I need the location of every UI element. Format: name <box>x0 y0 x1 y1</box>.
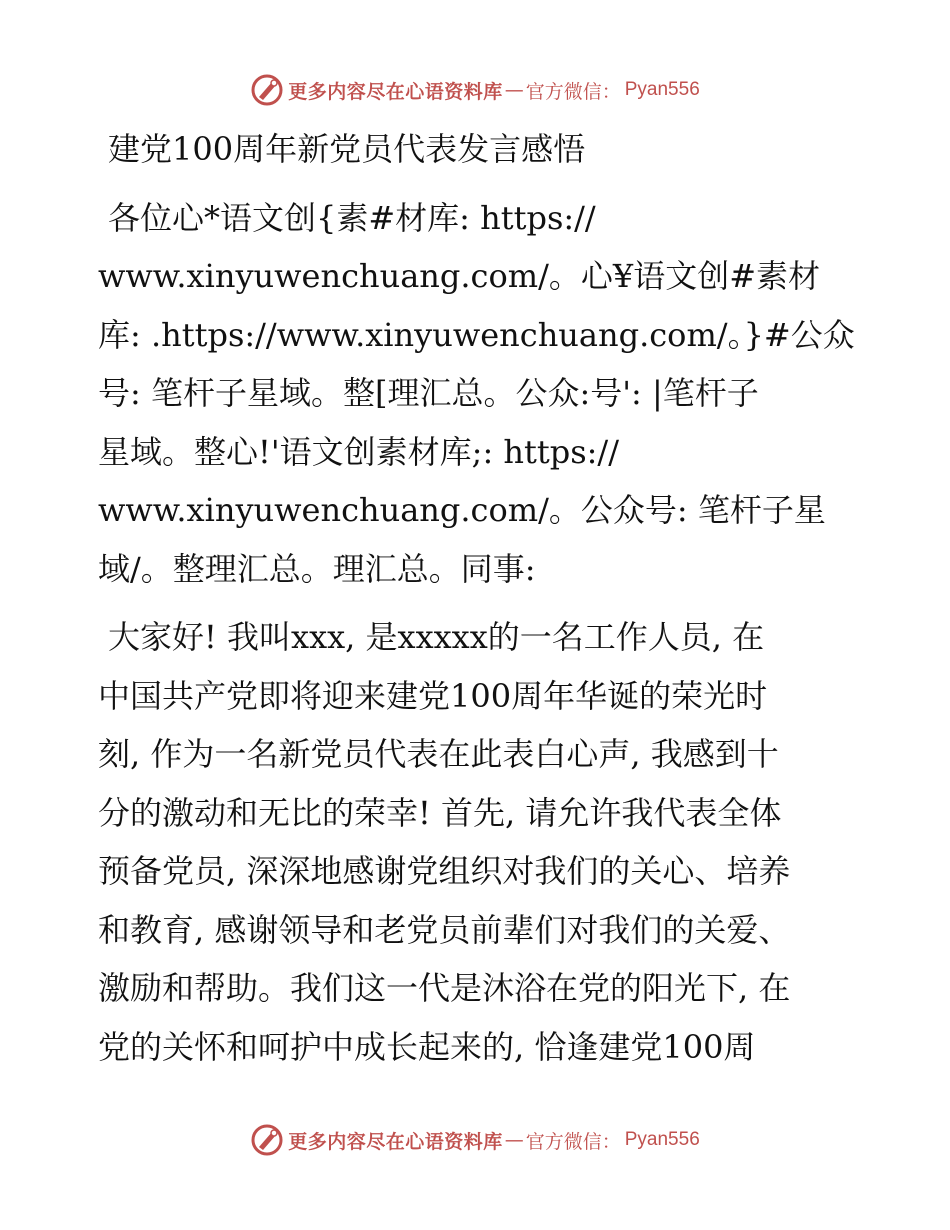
text-line: www.xinyuwenchuang.com/。心¥语文创#素材 <box>98 257 821 295</box>
text-line: 域/。整理汇总。理汇总。同事: <box>98 549 536 588</box>
banner-text: 更多内容尽在心语资料库 <box>288 80 503 103</box>
logo-icon <box>250 1123 284 1157</box>
footer-watermark <box>0 1120 950 1160</box>
text-line: www.xinyuwenchuang.com/。公众号: 笔杆子星 <box>98 491 826 529</box>
document-title: 建党100周年新党员代表发言感悟 <box>108 130 586 168</box>
document-body <box>98 120 858 1076</box>
text-line: 库: .https://www.xinyuwenchuang.com/。}#公众 <box>98 315 855 354</box>
header-watermark <box>0 70 950 110</box>
text-line: 刻, 作为一名新党员代表在此表白心声, 我感到十 <box>98 735 779 773</box>
wechat-id: Pyan556 <box>624 79 700 100</box>
logo-icon <box>250 73 284 107</box>
text-line: 预备党员, 深深地感谢党组织对我们的关心、培养 <box>98 852 791 890</box>
text-line: 党的关怀和呵护中成长起来的, 恰逢建党100周 <box>98 1027 756 1066</box>
wechat-id: Pyan556 <box>624 1129 700 1150</box>
banner-text: 更多内容尽在心语资料库 <box>288 1130 503 1153</box>
text-line: 中国共产党即将迎来建党100周年华诞的荣光时 <box>98 676 768 715</box>
text-line: 激励和帮助。我们这一代是沐浴在党的阳光下, 在 <box>98 969 791 1007</box>
banner-separator: — <box>504 1129 524 1151</box>
paragraph-2 <box>98 608 858 1076</box>
text-line: 分的激动和无比的荣幸! 首先, 请允许我代表全体 <box>98 793 782 832</box>
wechat-label: 官方微信： <box>525 1130 621 1153</box>
text-line: 星域。整心!'语文创素材库;: https:// <box>98 432 619 471</box>
text-line: 号: 笔杆子星域。整[理汇总。公众:号': |笔杆子 <box>98 374 759 412</box>
paragraph-1 <box>98 189 858 599</box>
text-line: 和教育, 感谢领导和老党员前辈们对我们的关爱、 <box>98 910 791 949</box>
text-line: 各位心*语文创{素#材库: https:// <box>108 198 596 237</box>
wechat-label: 官方微信： <box>525 80 621 103</box>
text-line: 大家好! 我叫xxx, 是xxxxx的一名工作人员, 在 <box>108 618 765 656</box>
banner-separator: — <box>504 79 524 101</box>
